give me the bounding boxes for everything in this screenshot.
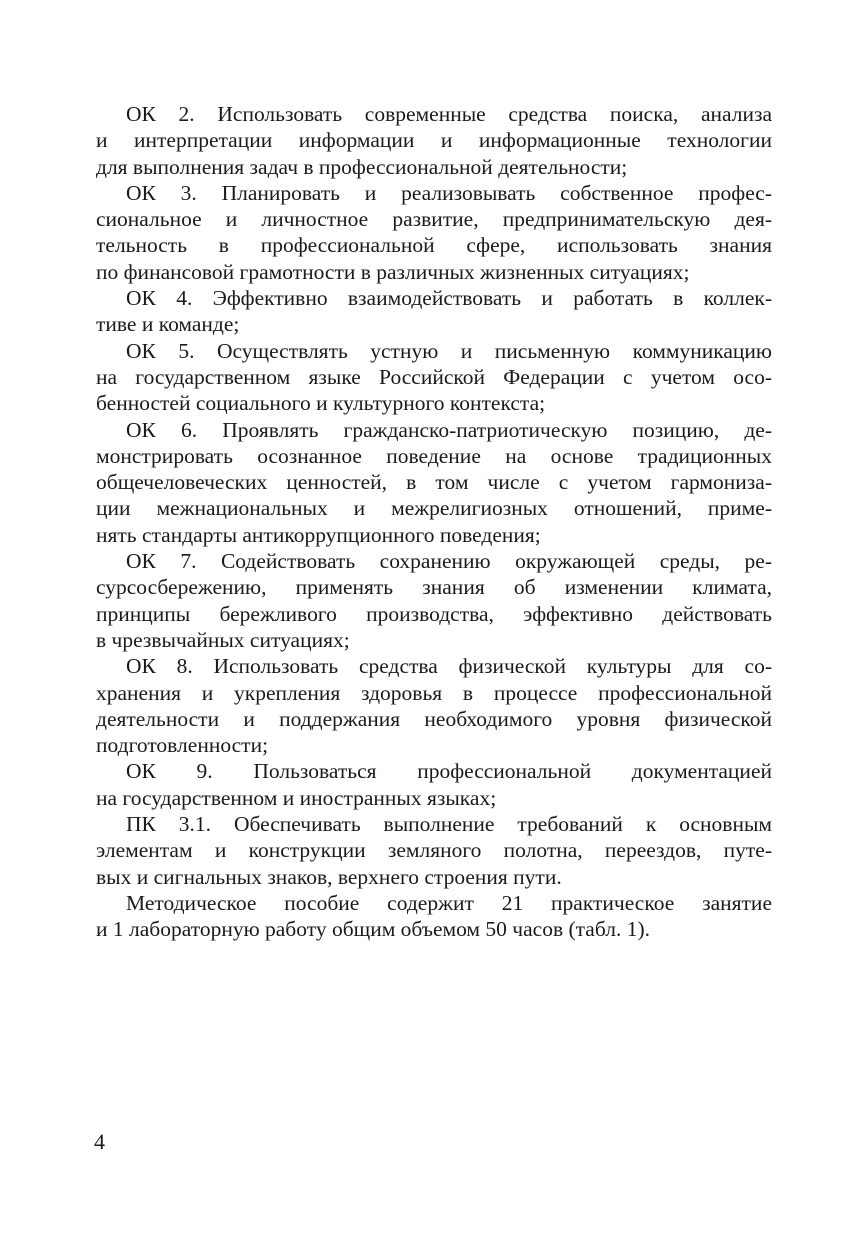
- text-line: ПК 3.1. Обеспечивать выполнение требований к основным: [126, 812, 772, 837]
- text-line: ОК 8. Использовать средства физической культуры для со-: [126, 654, 772, 679]
- text-line: на государственном языке Российской Федерации с учетом осо-: [96, 364, 772, 389]
- text-line: бенностей социального и культурного контекста;: [96, 391, 546, 416]
- text-line: подготовленности;: [96, 733, 269, 758]
- text-line: ОК 9. Пользоваться профессиональной документацией: [126, 759, 772, 784]
- text-line: на государственном и иностранных языках;: [96, 785, 497, 810]
- page-body: [96, 101, 772, 943]
- text-line: ОК 4. Эффективно взаимодействовать и работать в коллек-: [126, 286, 772, 311]
- text-line: в чрезвычайных ситуациях;: [96, 627, 350, 652]
- paragraph-pk-3-1: [96, 811, 772, 890]
- paragraph-ok-9: [96, 758, 772, 811]
- text-line: сурсосбережению, применять знания об изменении климата,: [96, 575, 772, 600]
- paragraph-ok-7: [96, 548, 772, 653]
- paragraph-ok-8: [96, 653, 772, 758]
- text-line: ОК 7. Содействовать сохранению окружающей среды, ре-: [126, 549, 772, 574]
- paragraph-ok-6: [96, 417, 772, 548]
- text-line: ОК 5. Осуществлять устную и письменную коммуникацию: [126, 338, 772, 363]
- text-line: сиональное и личностное развитие, предпринимательскую дея-: [96, 207, 772, 232]
- text-line: ОК 3. Планировать и реализовывать собственное профес-: [126, 180, 772, 205]
- paragraph-ok-4: [96, 285, 772, 338]
- page-number: 4: [94, 1129, 105, 1154]
- text-line: хранения и укрепления здоровья в процессе профессиональной: [96, 680, 772, 705]
- paragraph-ok-2: [96, 101, 772, 180]
- text-line: для выполнения задач в профессиональной деятельности;: [96, 154, 628, 179]
- text-line: ОК 2. Использовать современные средства поиска, анализа: [126, 102, 772, 126]
- text-line: деятельности и поддержания необходимого уровня физической: [96, 706, 772, 731]
- text-line: ции межнациональных и межрелигиозных отношений, приме-: [96, 496, 772, 521]
- text-line: Методическое пособие содержит 21 практическое занятие: [126, 890, 772, 915]
- text-line: принципы бережливого производства, эффективно действовать: [96, 601, 772, 626]
- text-line: тиве и команде;: [96, 312, 240, 337]
- text-line: и интерпретации информации и информационные технологии: [96, 128, 772, 153]
- text-line: нять стандарты антикоррупционного поведения;: [96, 522, 541, 547]
- text-line: тельность в профессиональной сфере, использовать знания: [96, 233, 772, 258]
- paragraph-ok-5: [96, 338, 772, 417]
- paragraph-ok-3: [96, 180, 772, 285]
- text-line: вых и сигнальных знаков, верхнего строения пути.: [96, 864, 562, 889]
- text-line: общечеловеческих ценностей, в том числе с учетом гармониза-: [96, 470, 772, 495]
- text-line: элементам и конструкции земляного полотна, переездов, путе-: [96, 838, 772, 863]
- paragraph-summary: [96, 890, 772, 943]
- text-line: ОК 6. Проявлять гражданско-патриотическую позицию, де-: [126, 417, 772, 442]
- text-line: по финансовой грамотности в различных жизненных ситуациях;: [96, 259, 690, 284]
- text-line: монстрировать осознанное поведение на основе традиционных: [96, 443, 772, 468]
- text-line: и 1 лабораторную работу общим объемом 50 часов (табл. 1).: [96, 917, 650, 942]
